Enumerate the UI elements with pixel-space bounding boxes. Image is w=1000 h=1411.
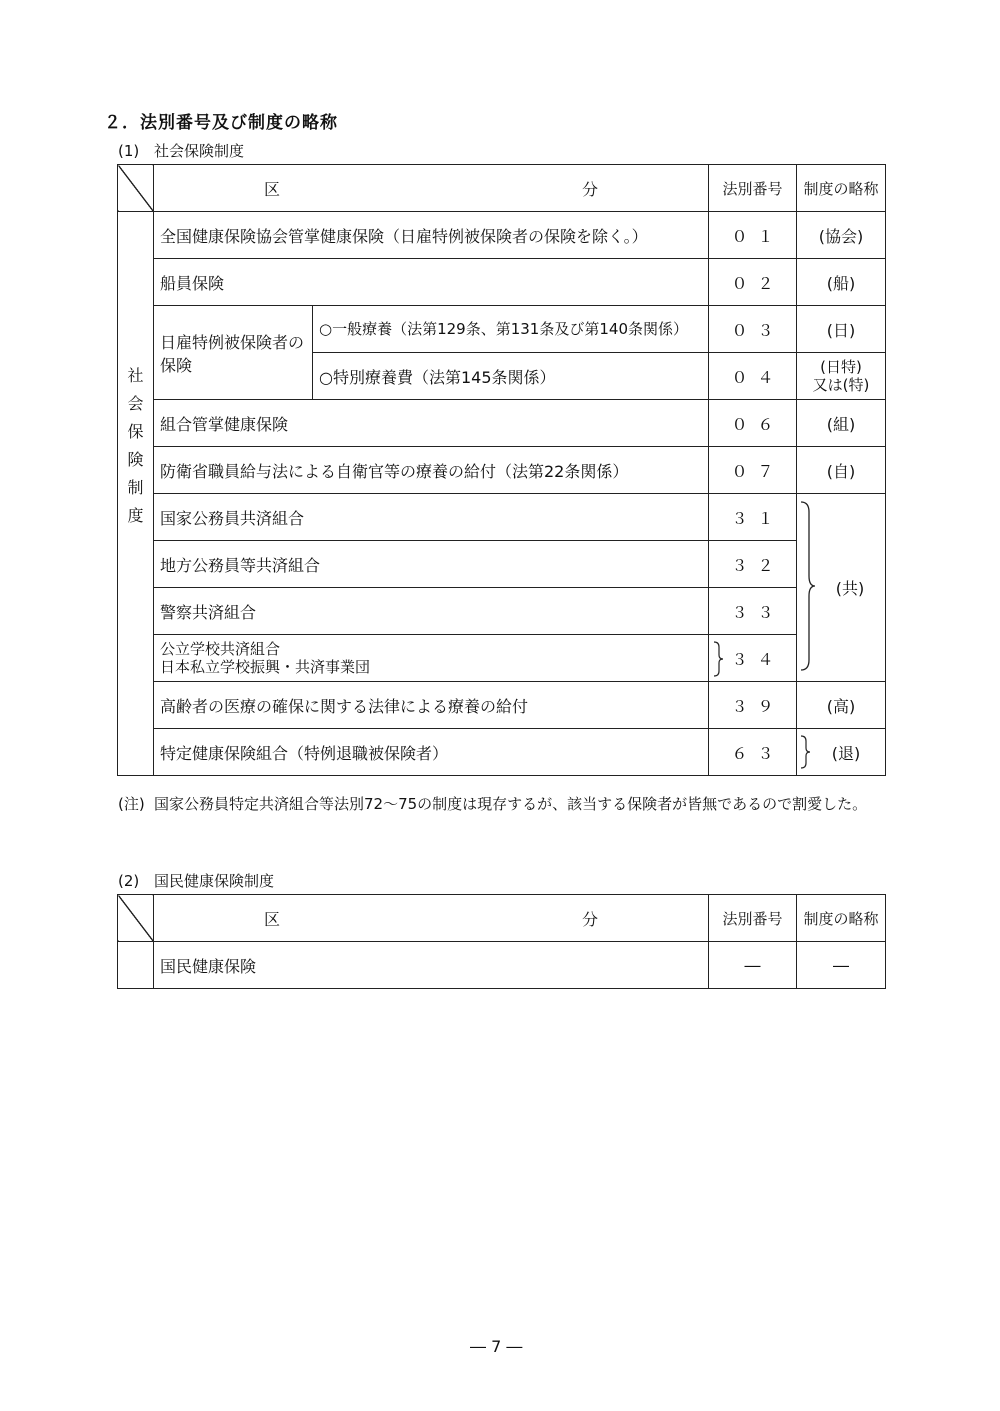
row-abbrev: (高) (797, 682, 886, 729)
row-name: 国民健康保険 (154, 942, 709, 989)
row-law-number: ０２ (709, 259, 797, 306)
corner-cell (118, 895, 154, 942)
subsection-1-label: 社会保険制度 (154, 142, 245, 160)
row-abbrev: (日) (797, 306, 886, 353)
row-name: 高齢者の医療の確保に関する法律による療養の給付 (154, 682, 709, 729)
row-abbrev: (協会) (797, 212, 886, 259)
row-law-number: ３９ (709, 682, 797, 729)
row-name: 特定健康保険組合（特例退職被保険者） (154, 729, 709, 776)
row-law-number: ０６ (709, 400, 797, 447)
row-name: ○特別療養費（法第145条関係） (313, 353, 709, 400)
row-law-number: ― (709, 942, 797, 989)
subsection-1-title (118, 140, 244, 161)
row-abbrev: ― (797, 942, 886, 989)
subsection-2-title (118, 870, 274, 891)
header-abbrev: 制度の略称 (797, 165, 886, 212)
corner-cell (118, 165, 154, 212)
note-label: (注) (118, 795, 145, 813)
header-law-number: 法別番号 (709, 895, 797, 942)
row-name: 組合管掌健康保険 (154, 400, 709, 447)
national-health-insurance-table (117, 894, 886, 989)
row-abbrev: (船) (797, 259, 886, 306)
note-text: 国家公務員特定共済組合等法別72～75の制度は現存するが、該当する保険者が皆無であるので割愛した。 (154, 795, 868, 813)
row-law-number: ３４ (709, 635, 797, 682)
header-law-number: 法別番号 (709, 165, 797, 212)
social-insurance-table (117, 164, 886, 776)
section-heading: ２．法別番号及び制度の略称 (104, 113, 338, 133)
row-abbrev: (組) (797, 400, 886, 447)
subsection-1-number: (1) (118, 142, 140, 160)
row-name: 船員保険 (154, 259, 709, 306)
group-name-hiyatoi: 日雇特例被保険者の保険 (154, 306, 313, 400)
header-kubun: 区 分 (154, 895, 709, 942)
row-name: ○一般療養（法第129条、第131条及び第140条関係） (313, 306, 709, 353)
row-law-number: ０１ (709, 212, 797, 259)
row-law-number: ６３ (709, 729, 797, 776)
row-name: 全国健康保険協会管掌健康保険（日雇特例被保険者の保険を除く。） (154, 212, 709, 259)
kyou-abbrev-cell (797, 494, 886, 682)
row-name: 国家公務員共済組合 (154, 494, 709, 541)
row-law-number: ３３ (709, 588, 797, 635)
row-name: 地方公務員等共済組合 (154, 541, 709, 588)
page-number: ― 7 ― (470, 1337, 523, 1356)
row-law-number: ３１ (709, 494, 797, 541)
row-law-number: ０７ (709, 447, 797, 494)
subsection-2-number: (2) (118, 872, 140, 890)
subsection-2-label: 国民健康保険制度 (154, 872, 275, 890)
row-law-number: ０４ (709, 353, 797, 400)
table-note (118, 793, 888, 815)
row-abbrev: (退) (797, 729, 886, 776)
row-abbrev: (自) (797, 447, 886, 494)
curly-brace-icon (797, 500, 817, 672)
row-name: 公立学校共済組合 日本私立学校振興・共済事業団 (154, 635, 709, 682)
row-name: 防衛省職員給与法による自衛官等の療養の給付（法第22条関係） (154, 447, 709, 494)
row-abbrev: (日特) 又は(特) (797, 353, 886, 400)
row-name: 警察共済組合 (154, 588, 709, 635)
side-label: 社 会 保 険 制 度 (118, 212, 154, 776)
side-blank-cell (118, 942, 154, 989)
kyou-abbrev: (共) (835, 579, 865, 598)
header-kubun: 区 分 (154, 165, 709, 212)
header-abbrev: 制度の略称 (797, 895, 886, 942)
curly-brace-icon (799, 735, 811, 769)
row-law-number: ３２ (709, 541, 797, 588)
curly-brace-icon (712, 641, 724, 677)
row-law-number: ０３ (709, 306, 797, 353)
